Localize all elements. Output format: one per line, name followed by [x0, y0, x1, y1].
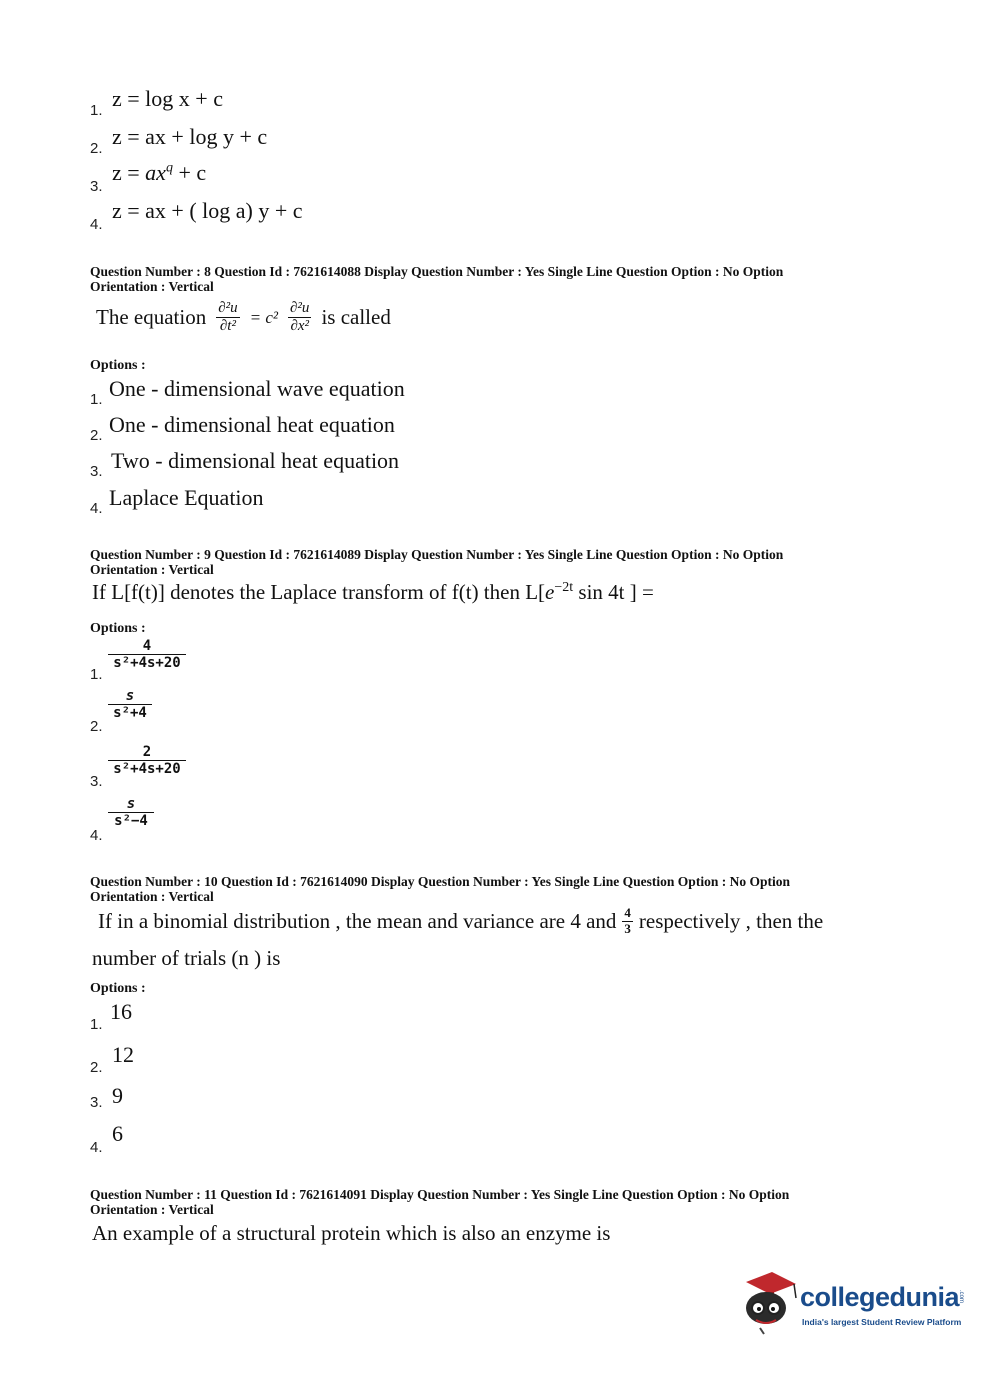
brand-com: .com: [958, 1290, 964, 1304]
option-text-pre: z =: [112, 160, 146, 185]
fraction-numerator: s: [108, 688, 152, 705]
rhs-denominator: ∂x²: [290, 318, 310, 335]
question-text: An example of a structural protein which is also an enzyme is: [92, 1221, 611, 1245]
math-sup-q: q: [165, 160, 173, 176]
option-number: 4.: [90, 216, 103, 233]
question-text-after: sin 4t ] =: [573, 580, 654, 604]
exp-superscript: −2t: [554, 580, 574, 595]
fraction-denominator: s²+4: [113, 705, 147, 722]
brand-name: collegedunia: [800, 1282, 960, 1312]
option-text: One - dimensional heat equation: [109, 412, 395, 437]
question-text-before: If in a binomial distribution , the mean and variance are 4 and: [98, 908, 617, 933]
option-number: 1.: [90, 391, 103, 408]
option-fraction: [110, 744, 184, 777]
question-meta-line2: Orientation : Vertical: [90, 562, 214, 577]
brand-tagline: India's largest Student Review Platform: [802, 1317, 962, 1327]
option-number: 1.: [90, 1016, 103, 1033]
option-text: One - dimensional wave equation: [109, 376, 405, 401]
question-meta-line2: Orientation : Vertical: [90, 279, 214, 294]
question-meta-line2: Orientation : Vertical: [90, 889, 214, 904]
option-text: Laplace Equation: [109, 485, 264, 510]
option-number: 4.: [90, 1139, 103, 1156]
lhs-numerator: ∂²u: [216, 300, 239, 318]
question-text-before: The equation: [96, 305, 207, 330]
option-number: 3.: [90, 178, 103, 195]
option-number: 1.: [90, 666, 103, 683]
fraction-numerator: 2: [108, 744, 186, 761]
fraction-denominator: 3: [624, 920, 631, 936]
option-text: 16: [110, 999, 132, 1024]
option-number: 3.: [90, 773, 103, 790]
option-text: [112, 160, 206, 186]
options-label: Options :: [90, 358, 146, 373]
option-number: 1.: [90, 102, 103, 119]
question-meta: [90, 264, 783, 294]
option-fraction: [110, 688, 150, 721]
question-text-after: is called: [321, 305, 391, 330]
option-fraction: [110, 796, 152, 829]
lhs-denominator: ∂t²: [219, 318, 236, 335]
question-meta: [90, 547, 783, 577]
rhs-numerator: ∂²u: [288, 300, 311, 318]
rhs-fraction: [288, 300, 311, 336]
option-number: 2.: [90, 718, 103, 735]
option-text: z = ax + log y + c: [112, 124, 268, 149]
question-meta-line1: Question Number : 11 Question Id : 7621614091 Display Question Number : Yes Single Line Question Option : No Option: [90, 1187, 790, 1202]
question-text-line2: number of trials (n ) is: [92, 946, 281, 970]
equals-c-squared: = c²: [249, 307, 279, 327]
question-text-before: If L[f(t)] denotes the Laplace transform of f(t) then L[: [92, 580, 546, 604]
question-meta-line1: Question Number : 8 Question Id : 7621614088 Display Question Number : Yes Single Line Question Option : No Option: [90, 264, 784, 279]
fraction-numerator: s: [108, 796, 154, 813]
fraction-numerator: 4: [108, 638, 186, 655]
question-meta: [90, 874, 790, 904]
question-text: [92, 580, 654, 605]
fraction-denominator: s²−4: [114, 813, 148, 830]
question-text-after: respectively , then the: [638, 908, 824, 933]
fraction-denominator: s²+4s+20: [113, 655, 181, 672]
options-label: Options :: [90, 981, 146, 996]
fraction-numerator: 4: [624, 905, 631, 920]
option-fraction: [110, 638, 184, 671]
option-number: 2.: [90, 427, 103, 444]
question-meta-line1: Question Number : 10 Question Id : 7621614090 Display Question Number : Yes Single Line Question Option : No Option: [90, 874, 790, 889]
option-text: 12: [112, 1042, 134, 1067]
question-text: [96, 300, 391, 336]
option-text: 9: [112, 1083, 123, 1108]
option-text: Two - dimensional heat equation: [111, 448, 400, 473]
option-text: z = ax + ( log a) y + c: [112, 198, 303, 223]
exp-base: e: [545, 580, 555, 604]
option-number: 3.: [90, 1094, 103, 1111]
collegedunia-logo: [738, 1268, 970, 1340]
mascot-icon: [738, 1268, 800, 1338]
math-ax: ax: [145, 160, 166, 185]
option-number: 3.: [90, 463, 103, 480]
option-number: 4.: [90, 500, 103, 517]
option-number: 4.: [90, 827, 103, 844]
options-label: Options :: [90, 621, 146, 636]
option-text: 6: [112, 1121, 123, 1146]
option-number: 2.: [90, 140, 103, 157]
question-text-line1: [98, 906, 823, 937]
fraction-denominator: s²+4s+20: [113, 761, 181, 778]
fraction-4-3: [622, 906, 633, 937]
lhs-fraction: [216, 300, 239, 336]
option-text: z = log x + c: [112, 86, 223, 111]
question-meta-line1: Question Number : 9 Question Id : 7621614089 Display Question Number : Yes Single Line Question Option : No Option: [90, 547, 784, 562]
question-meta: [90, 1187, 789, 1217]
option-number: 2.: [90, 1059, 103, 1076]
option-text-post: + c: [172, 160, 207, 185]
question-meta-line2: Orientation : Vertical: [90, 1202, 214, 1217]
